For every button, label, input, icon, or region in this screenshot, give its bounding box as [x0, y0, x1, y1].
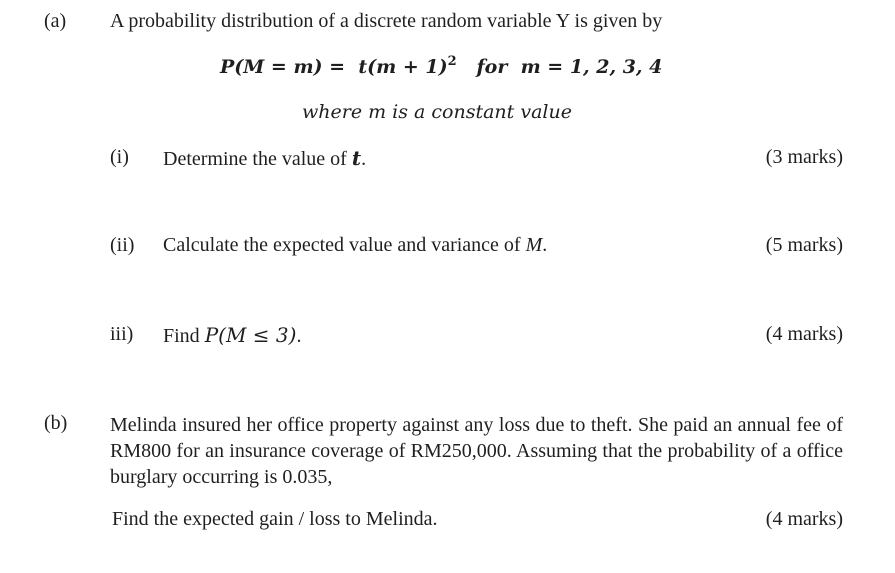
- part-b-paragraph: Melinda insured her office property against any loss due to theft. She paid an annual fee of RM800 for an insurance coverage of RM250,000. Assuming that the probability of a office burglary occurring is 0.035,: [110, 414, 843, 488]
- question-text: Determine the value of t.: [163, 146, 367, 170]
- probability-formula: [220, 56, 662, 78]
- part-b-label: (b): [44, 412, 68, 434]
- marks: (4 marks): [765, 323, 843, 345]
- question-text: Find P(M ≤ 3).: [163, 323, 302, 347]
- formula-rhs: t(m + 1): [358, 56, 448, 78]
- marks: (5 marks): [765, 234, 843, 256]
- part-a-label: (a): [44, 10, 67, 32]
- question-number: iii): [110, 323, 134, 345]
- formula-lhs: P(M = m) =: [220, 56, 346, 78]
- formula-exponent: 2: [447, 54, 457, 69]
- part-a-intro: A probability distribution of a discrete random variable Y is given by: [110, 10, 663, 32]
- part-b-question: Find the expected gain / loss to Melinda.: [112, 508, 438, 530]
- constant-note: where m is a constant value: [302, 101, 572, 123]
- formula-for: for: [476, 56, 508, 78]
- formula-domain: m = 1, 2, 3, 4: [520, 56, 663, 78]
- question-number: (i): [110, 146, 129, 168]
- marks: (3 marks): [765, 146, 843, 168]
- question-number: (ii): [110, 234, 135, 256]
- marks: (4 marks): [765, 508, 843, 530]
- question-text: Calculate the expected value and variance of M.: [163, 234, 548, 256]
